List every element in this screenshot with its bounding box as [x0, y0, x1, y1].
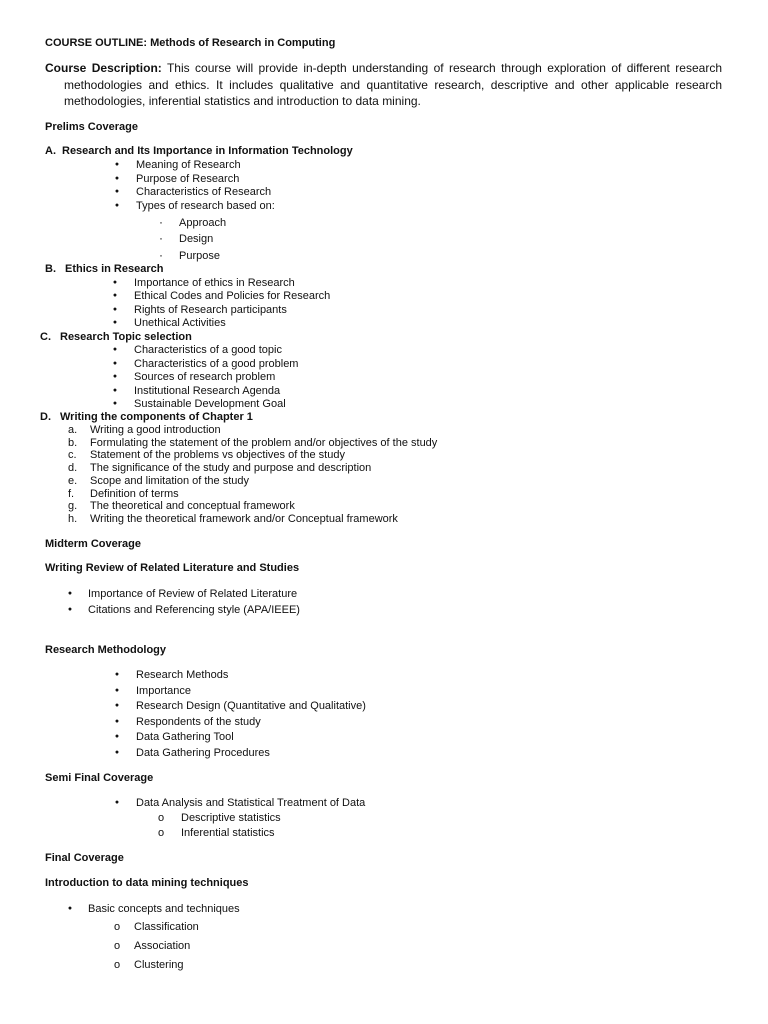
midterm-heading: Midterm Coverage: [45, 538, 141, 550]
dot-icon: ·: [159, 215, 163, 229]
section-b-title: Ethics in Research: [65, 263, 164, 275]
bullet-icon: ●: [114, 175, 120, 182]
list-marker: f.: [68, 488, 75, 500]
section-c-marker: C.: [40, 331, 51, 343]
list-item: Research Methods: [136, 669, 229, 681]
list-subitem: Design: [179, 233, 214, 245]
dot-icon: ·: [159, 248, 163, 262]
prelims-heading: Prelims Coverage: [45, 121, 138, 133]
circle-icon: o: [157, 812, 165, 824]
list-item: Data Gathering Tool: [136, 731, 234, 743]
circle-icon: o: [157, 827, 165, 839]
list-item: Characteristics of a good topic: [134, 344, 282, 356]
list-subitem: Approach: [179, 217, 227, 229]
list-marker: d.: [68, 462, 78, 474]
list-item: Writing the theoretical framework and/or Conceptual framework: [90, 513, 398, 525]
bullet-icon: ●: [112, 346, 118, 353]
list-item: Scope and limitation of the study: [90, 475, 249, 487]
bullet-icon: ●: [112, 360, 118, 367]
list-item: Data Analysis and Statistical Treatment of Data: [136, 797, 366, 809]
document-title: COURSE OUTLINE: Methods of Research in Computing: [45, 37, 336, 49]
list-subitem: Clustering: [134, 959, 184, 971]
bullet-icon: ●: [112, 306, 118, 313]
list-item: Meaning of Research: [136, 159, 241, 171]
bullet-icon: ●: [112, 373, 118, 380]
circle-icon: o: [113, 940, 121, 952]
list-item: Ethical Codes and Policies for Research: [134, 290, 331, 302]
list-item: Types of research based on:: [136, 200, 275, 212]
bullet-icon: ●: [67, 590, 73, 597]
semifinal-heading: Semi Final Coverage: [45, 772, 154, 784]
bullet-icon: ●: [114, 161, 120, 168]
bullet-icon: ●: [114, 799, 120, 806]
list-item: Importance of ethics in Research: [134, 277, 295, 289]
list-marker: b.: [68, 437, 78, 449]
dot-icon: ·: [159, 231, 163, 245]
circle-icon: o: [113, 959, 121, 971]
bullet-icon: ●: [114, 202, 120, 209]
data-mining-title: Introduction to data mining techniques: [45, 877, 249, 889]
list-item: Formulating the statement of the problem and/or objectives of the study: [90, 437, 438, 449]
list-item: Basic concepts and techniques: [88, 903, 240, 915]
list-item: Rights of Research participants: [134, 304, 287, 316]
course-description: [45, 60, 722, 110]
bullet-icon: ●: [114, 671, 120, 678]
list-subitem: Association: [134, 940, 191, 952]
list-marker: g.: [68, 500, 78, 512]
bullet-icon: ●: [114, 733, 120, 740]
section-d-marker: D.: [40, 411, 51, 423]
section-c-title: Research Topic selection: [60, 331, 192, 343]
list-subitem: Inferential statistics: [181, 827, 275, 839]
final-heading: Final Coverage: [45, 852, 124, 864]
list-item: Statement of the problems vs objectives of the study: [90, 449, 345, 461]
bullet-icon: ●: [112, 292, 118, 299]
bullet-icon: ●: [114, 687, 120, 694]
bullet-icon: ●: [112, 400, 118, 407]
list-item: Respondents of the study: [136, 716, 261, 728]
list-marker: e.: [68, 475, 78, 487]
list-item: Research Design (Quantitative and Qualitative): [136, 700, 366, 712]
bullet-icon: ●: [112, 319, 118, 326]
circle-icon: o: [113, 921, 121, 933]
list-item: Importance of Review of Related Literature: [88, 588, 298, 600]
list-item: Data Gathering Procedures: [136, 747, 270, 759]
list-item: Definition of terms: [90, 488, 179, 500]
list-item: Importance: [136, 685, 192, 697]
bullet-icon: ●: [114, 702, 120, 709]
section-b-marker: B.: [45, 263, 56, 275]
list-subitem: Classification: [134, 921, 199, 933]
methodology-title: Research Methodology: [45, 644, 167, 656]
list-item: Characteristics of Research: [136, 186, 272, 198]
list-marker: h.: [68, 513, 78, 525]
list-item: Sustainable Development Goal: [134, 398, 286, 410]
section-a-marker: A.: [45, 145, 56, 157]
description-text: This course will provide in-depth understanding of research through exploration of different research methodologies and ethics. It includes qualitative and quantitative research, descriptive and other applicable research methodologies, inferential statistics and introduction to data mining.: [64, 61, 722, 108]
description-label: Course Description:: [45, 61, 162, 75]
section-a-title: Research and Its Importance in Information Technology: [62, 145, 353, 157]
list-item: The significance of the study and purpose and description: [90, 462, 372, 474]
list-item: Institutional Research Agenda: [134, 385, 281, 397]
bullet-icon: ●: [112, 387, 118, 394]
rrl-title: Writing Review of Related Literature and Studies: [45, 562, 300, 574]
list-item: The theoretical and conceptual framework: [90, 500, 295, 512]
section-d-title: Writing the components of Chapter 1: [60, 411, 253, 423]
bullet-icon: ●: [67, 606, 73, 613]
bullet-icon: ●: [67, 905, 73, 912]
list-subitem: Purpose: [179, 250, 220, 262]
list-item: Writing a good introduction: [90, 424, 221, 436]
list-item: Characteristics of a good problem: [134, 358, 299, 370]
bullet-icon: ●: [114, 188, 120, 195]
list-item: Purpose of Research: [136, 173, 240, 185]
list-marker: a.: [68, 424, 78, 436]
list-item: Sources of research problem: [134, 371, 276, 383]
list-item: Citations and Referencing style (APA/IEEE): [88, 604, 300, 616]
list-marker: c.: [68, 449, 77, 461]
bullet-icon: ●: [114, 718, 120, 725]
list-subitem: Descriptive statistics: [181, 812, 281, 824]
bullet-icon: ●: [114, 749, 120, 756]
list-item: Unethical Activities: [134, 317, 226, 329]
bullet-icon: ●: [112, 279, 118, 286]
